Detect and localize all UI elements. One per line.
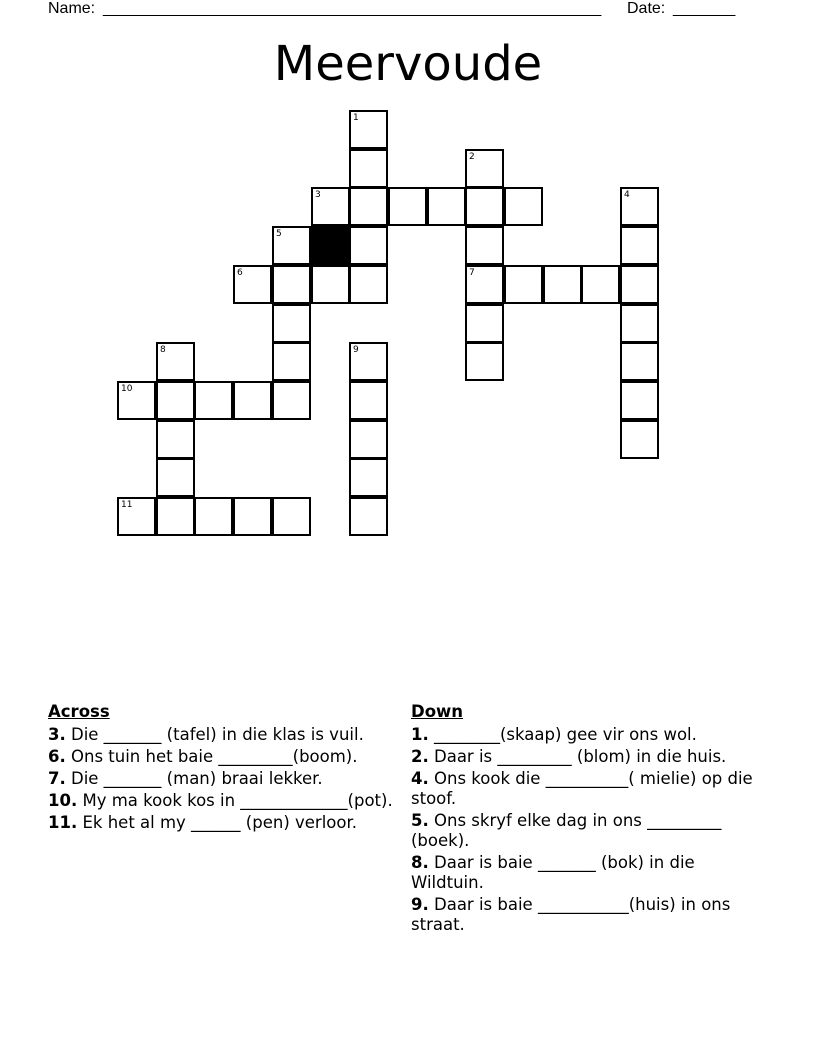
- crossword-cell[interactable]: [349, 226, 388, 265]
- crossword-cell[interactable]: [620, 420, 659, 459]
- clue-down-5: [411, 811, 756, 851]
- clue-number: 4.: [411, 769, 429, 788]
- clue-text: Ons kook die __________( mielie) op die stoof.: [411, 769, 753, 808]
- crossword-cell[interactable]: [620, 342, 659, 381]
- crossword-cell[interactable]: [156, 458, 195, 497]
- crossword-cell[interactable]: [620, 381, 659, 420]
- cell-number: 10: [121, 384, 133, 394]
- crossword-cell[interactable]: [349, 265, 388, 304]
- crossword-cell[interactable]: [311, 265, 350, 304]
- crossword-cell[interactable]: [349, 381, 388, 420]
- crossword-cell[interactable]: [349, 420, 388, 459]
- crossword-cell[interactable]: [543, 265, 582, 304]
- crossword-cell[interactable]: [349, 187, 388, 226]
- clue-text: Ons tuin het baie _________(boom).: [71, 747, 358, 766]
- clue-down-4: [411, 769, 756, 809]
- crossword-cell[interactable]: [581, 265, 620, 304]
- across-clues: [48, 702, 393, 835]
- crossword-cell[interactable]: [465, 265, 504, 304]
- crossword-cell[interactable]: [427, 187, 466, 226]
- cell-number: 7: [469, 268, 475, 278]
- crossword-cell[interactable]: [156, 420, 195, 459]
- clue-down-8: [411, 853, 756, 893]
- cell-number: 1: [353, 113, 359, 123]
- clue-number: 10.: [48, 791, 78, 810]
- cell-number: 5: [276, 229, 282, 239]
- clue-number: 11.: [48, 813, 78, 832]
- crossword-cell[interactable]: [620, 187, 659, 226]
- crossword-cell[interactable]: [272, 265, 311, 304]
- crossword-cell[interactable]: [465, 304, 504, 343]
- clue-number: 7.: [48, 769, 66, 788]
- crossword-cell[interactable]: [233, 265, 272, 304]
- clue-across-6: [48, 747, 393, 767]
- crossword-cell[interactable]: [117, 381, 156, 420]
- name-label: Name:: [48, 0, 96, 17]
- crossword-cell[interactable]: [194, 497, 233, 536]
- clue-text: My ma kook kos in _____________(pot).: [82, 791, 393, 810]
- clue-across-11: [48, 813, 393, 833]
- cell-number: 2: [469, 152, 475, 162]
- crossword-cell[interactable]: [156, 497, 195, 536]
- crossword-cell[interactable]: [620, 304, 659, 343]
- crossword-cell[interactable]: [272, 381, 311, 420]
- crossword-cell[interactable]: [349, 497, 388, 536]
- clue-number: 8.: [411, 853, 429, 872]
- crossword-cell[interactable]: [504, 187, 543, 226]
- crossword-cell[interactable]: [233, 381, 272, 420]
- crossword-cell[interactable]: [620, 265, 659, 304]
- clue-text: ________(skaap) gee vir ons wol.: [434, 725, 697, 744]
- crossword-cell[interactable]: [620, 226, 659, 265]
- clue-across-3: [48, 725, 393, 745]
- clue-down-1: [411, 725, 756, 745]
- cell-number: 8: [160, 345, 166, 355]
- crossword-cell[interactable]: [349, 342, 388, 381]
- crossword-cell[interactable]: [465, 187, 504, 226]
- clue-text: Daar is baie _______ (bok) in die Wildtuin.: [411, 853, 695, 892]
- crossword-cell[interactable]: [465, 226, 504, 265]
- cell-number: 6: [237, 268, 243, 278]
- down-heading: Down: [411, 702, 464, 721]
- crossword-cell[interactable]: [349, 149, 388, 188]
- clue-number: 6.: [48, 747, 66, 766]
- clue-text: Ons skryf elke dag in ons _________ (boek).: [411, 811, 722, 850]
- cell-number: 4: [624, 190, 630, 200]
- clue-number: 9.: [411, 895, 429, 914]
- crossword-cell[interactable]: [504, 265, 543, 304]
- date-label: Date:: [627, 0, 666, 17]
- cell-number: 11: [121, 500, 133, 510]
- clue-across-7: [48, 769, 393, 789]
- clue-number: 1.: [411, 725, 429, 744]
- crossword-cell[interactable]: [272, 226, 311, 265]
- crossword-cell[interactable]: [156, 381, 195, 420]
- crossword-cell[interactable]: [465, 342, 504, 381]
- clue-text: Ek het al my ______ (pen) verloor.: [82, 813, 357, 832]
- crossword-cell[interactable]: [194, 381, 233, 420]
- clue-down-2: [411, 747, 756, 767]
- crossword-cell[interactable]: [233, 497, 272, 536]
- crossword-cell[interactable]: [465, 149, 504, 188]
- crossword-cell[interactable]: [156, 342, 195, 381]
- clue-text: Die _______ (man) braai lekker.: [71, 769, 323, 788]
- clue-text: Daar is baie ___________(huis) in ons straat.: [411, 895, 731, 934]
- crossword-cell[interactable]: [349, 110, 388, 149]
- down-clues: [411, 702, 756, 937]
- clue-number: 3.: [48, 725, 66, 744]
- cell-number: 3: [315, 190, 321, 200]
- crossword-cell[interactable]: [117, 497, 156, 536]
- date-line[interactable]: _______: [673, 0, 736, 17]
- puzzle-title: Meervoude: [273, 36, 543, 92]
- black-cell: [311, 226, 350, 265]
- crossword-cell[interactable]: [311, 187, 350, 226]
- crossword-cell[interactable]: [349, 458, 388, 497]
- clue-text: Daar is _________ (blom) in die huis.: [434, 747, 727, 766]
- cell-number: 9: [353, 345, 359, 355]
- clue-down-9: [411, 895, 756, 935]
- crossword-cell[interactable]: [388, 187, 427, 226]
- across-heading: Across: [48, 702, 110, 721]
- crossword-cell[interactable]: [272, 497, 311, 536]
- clue-number: 5.: [411, 811, 429, 830]
- crossword-cell[interactable]: [272, 304, 311, 343]
- clue-across-10: [48, 791, 393, 811]
- clue-number: 2.: [411, 747, 429, 766]
- crossword-cell[interactable]: [272, 342, 311, 381]
- clue-text: Die _______ (tafel) in die klas is vuil.: [71, 725, 364, 744]
- name-line[interactable]: ________________________________________________________: [103, 0, 602, 17]
